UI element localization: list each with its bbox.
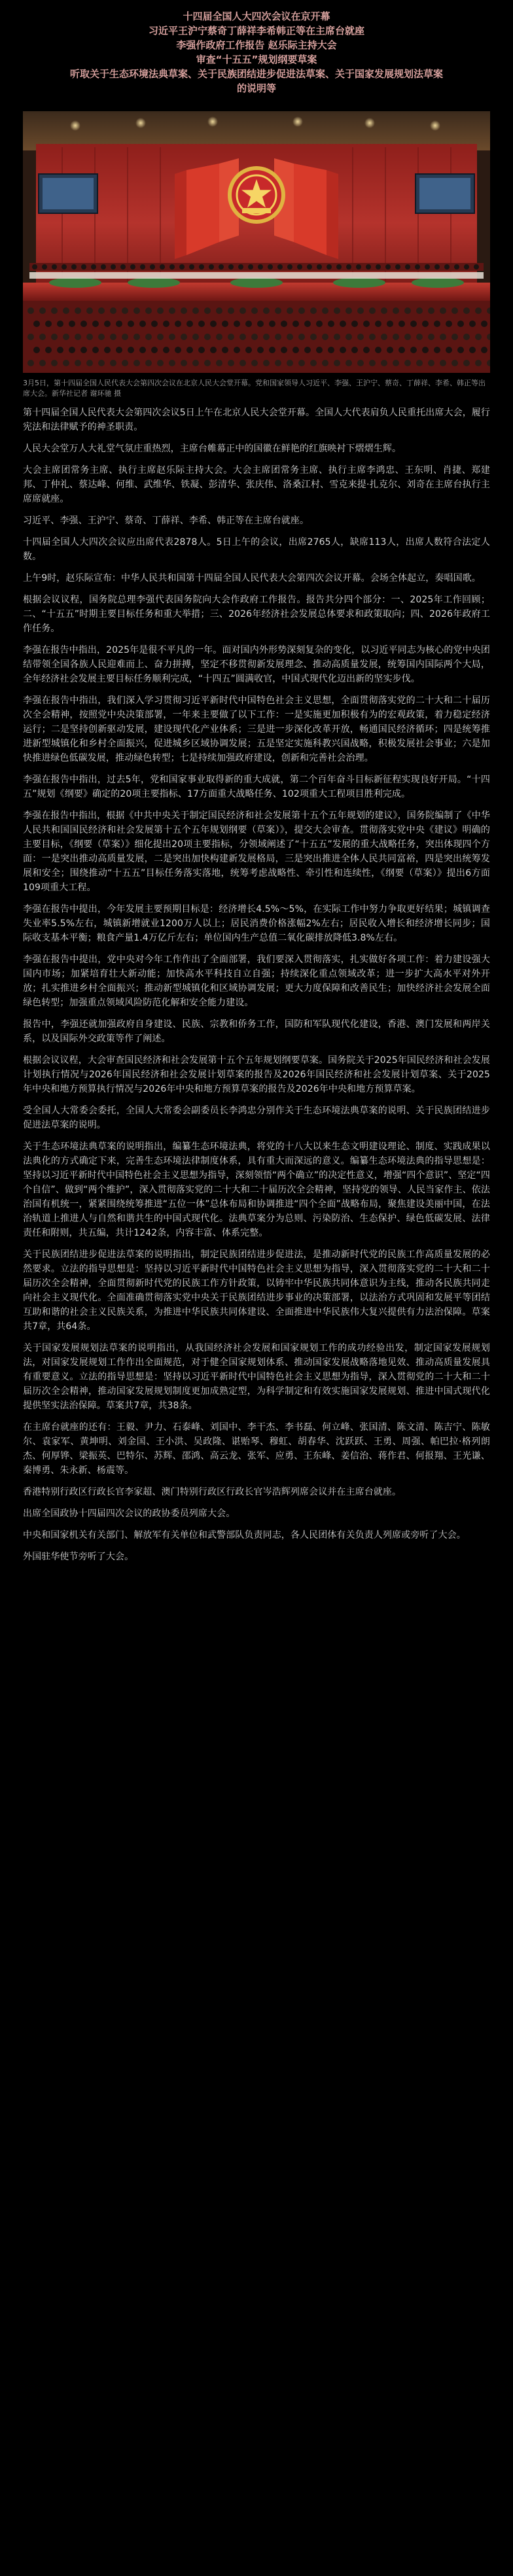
audience-head — [481, 347, 487, 353]
headline-line: 李强作政府工作报告 赵乐际主持大会 — [176, 39, 337, 51]
audience-head — [239, 334, 246, 340]
audience-head — [357, 307, 364, 314]
audience-head — [104, 321, 111, 327]
audience-head — [133, 360, 140, 366]
delegate-head — [395, 264, 400, 270]
audience-head — [139, 321, 146, 327]
audience-head — [192, 307, 199, 314]
audience-head — [316, 321, 323, 327]
audience-head — [410, 321, 417, 327]
delegate-head — [346, 264, 351, 270]
audience-head — [110, 360, 116, 366]
audience-head — [481, 321, 487, 327]
delegate-head — [376, 264, 381, 270]
audience-head — [322, 307, 328, 314]
audience-head — [457, 321, 464, 327]
audience-head — [363, 347, 370, 353]
audience-head — [393, 307, 399, 314]
audience-head — [369, 360, 376, 366]
audience-head — [27, 307, 34, 314]
audience-head — [69, 347, 75, 353]
audience-head — [245, 321, 252, 327]
audience-head — [75, 360, 81, 366]
delegate-head — [356, 264, 361, 270]
article-paragraph: 李强在报告中指出，我们深入学习贯彻习近平新时代中国特色社会主义思想，全面贯彻落实党的二十大和二十届历次全会精神，按照党中央决策部署，一年来主要做了以下工作：一是实施更加积极有为的宏观政策，着力稳定经济运行；二是坚持创新驱动发展，建设现代化产业体系；三是进一步深化改革开放，畅通国民经济循环；四是统筹推进新型城镇化和乡村全面振兴，促进城乡区域协调发展；五是坚定实施科教兴国战略，积极发展社会事业；六是加快推进绿色低碳发展，推动绿色转型；七是持续加强政府建设，创新和完善社会治理。 — [23, 695, 490, 763]
headline-block — [0, 0, 513, 102]
audience-head — [298, 307, 305, 314]
audience-head — [157, 307, 164, 314]
audience-head — [434, 347, 440, 353]
audience-head — [169, 360, 175, 366]
audience-head — [263, 360, 270, 366]
audience-head — [210, 321, 217, 327]
article-paragraph: 受全国人大常委会委托，全国人大常委会副委员长李鸿忠分别作关于生态环境法典草案的说明、关于民族团结进步促进法草案的说明。 — [23, 1105, 490, 1130]
congress-hall-photo — [23, 111, 490, 373]
article-paragraph: 李强在报告中提出，今年发展主要预期目标是：经济增长4.5%～5%，在实际工作中努力争取更好结果；城镇调查失业率5.5%左右，城镇新增就业1200万人以上；居民消费价格涨幅2%左右；居民收入增长和经济增长同步；国际收支基本平衡；粮食产量1.4万亿斤左右；单位国内生产总值二氧化碳排放降低3.8%左右。 — [23, 904, 490, 943]
audience-head — [98, 307, 105, 314]
audience-head — [281, 321, 287, 327]
audience-head — [128, 321, 134, 327]
audience-head — [298, 334, 305, 340]
delegate-head — [150, 264, 155, 270]
audience-head — [334, 334, 340, 340]
delegate-head — [130, 264, 135, 270]
article-paragraph: 关于民族团结进步促进法草案的说明指出，制定民族团结进步促进法，是推动新时代党的民族工作高质量发展的必然要求。立法的指导思想是：坚持以习近平新时代中国特色社会主义思想为指导，深入贯彻落实党的二十大和二十届历次全会精神，全面贯彻新时代党的民族工作方针政策，以铸牢中华民族共同体意识为主线，推动各民族共同走向社会主义现代化。全面准确贯彻落实党中央关于民族团结进步事业的决策部署，以法治方式巩固和发展平等团结互助和谐的社会主义民族关系，为推进中华民族共同体建设、全面推进中华民族伟大复兴提供有力法治保障。草案共7章，共64条。 — [23, 1249, 490, 1332]
article-paragraph: 关于生态环境法典草案的说明指出，编纂生态环境法典，将党的十八大以来生态文明建设理论、制度、实践成果以法典化的方式确定下来，完善生态环境法律制度体系，具有重大而深远的意义。编纂生态环境法典的指导思想是：坚持以习近平新时代中国特色社会主义思想为指导，深刻领悟“两个确立”的决定性意义，增强“四个意识”、坚定“四个自信”、做到“两个维护”，深入贯彻落实党的二十大和二十届历次全会精神，坚持党的领导、人民当家作主、依法治国有机统一，紧紧围绕统筹推进“五位一体”总体布局和协调推进“四个全面”战略布局，聚焦建设美丽中国，在法治轨道上推进人与自然和谐共生的中国式现代化。法典草案分为总则、污染防治、生态保护、绿色低碳发展、法律责任和附则，共五编，共计1242条，内容丰富、体系完整。 — [23, 1141, 490, 1238]
audience-head — [428, 307, 434, 314]
emblem-icon — [228, 166, 285, 224]
delegate-head — [277, 264, 283, 270]
audience-head — [375, 321, 381, 327]
audience-head — [239, 307, 246, 314]
delegate-head — [199, 264, 204, 270]
audience-head — [186, 347, 193, 353]
article-paragraph: 出席全国政协十四届四次会议的政协委员列席大会。 — [23, 1508, 236, 1519]
headline-line: 听取关于生态环境法典草案、关于民族团结进步促进法草案、关于国家发展规划法草案 — [69, 68, 443, 80]
audience-head — [393, 360, 399, 366]
article-paragraph: 第十四届全国人民代表大会第四次会议5日上午在北京人民大会堂开幕。全国人大代表肩负人民重托出席大会，履行宪法和法律赋予的神圣职责。 — [23, 408, 491, 432]
audience-head — [51, 307, 58, 314]
audience-head — [163, 347, 169, 353]
audience-head — [469, 347, 476, 353]
article-paragraph: 关于国家发展规划法草案的说明指出，从我国经济社会发展和国家规划工作的成功经验出发，制定国家发展规划法，对国家发展规划工作作出全面规范，对于健全国家规划体系、推动国家发展战略落地见效、推动高质量发展具有重要意义。立法的指导思想是：坚持以习近平新时代中国特色社会主义思想为指导，深入贯彻党的二十大和二十届历次全会精神，推动国家发展规划制度更加成熟定型，为科学制定和有效实施国家发展规划、推进中国式现代化提供坚实法治保障。草案共7章，共38条。 — [23, 1343, 490, 1411]
audience-head — [275, 334, 281, 340]
audience-head — [122, 334, 128, 340]
audience-head — [428, 334, 434, 340]
delegate-head — [238, 264, 243, 270]
article-paragraph: 中央和国家机关有关部门、解放军有关单位和武警部队负责同志，各人民团体有关负责人列席或旁听了大会。 — [23, 1530, 466, 1540]
audience-head — [45, 347, 52, 353]
delegate-head — [434, 264, 440, 270]
audience-head — [175, 347, 181, 353]
delegate-head — [101, 264, 106, 270]
audience-head — [398, 321, 405, 327]
article-paragraph: 李强在报告中提出，党中央对今年工作作出了全面部署，我们要深入贯彻落实，扎实做好各项工作：着力建设强大国内市场；加紧培育壮大新动能；加快高水平科技自立自强；持续深化重点领域改革；进一步扩大高水平对外开放；扎实推进乡村全面振兴；推动新型城镇化和区域协调发展；更大力度保障和改善民生；加快经济社会发展全面绿色转型；加强重点领域风险防范化解和安全能力建设。 — [23, 954, 490, 1008]
delegate-head — [444, 264, 450, 270]
audience-head — [204, 334, 211, 340]
audience-head — [63, 307, 69, 314]
audience-head — [181, 334, 187, 340]
delegate-head — [62, 264, 67, 270]
delegate-head — [42, 264, 47, 270]
audience-head — [257, 321, 264, 327]
audience-head — [292, 347, 299, 353]
audience-head — [451, 307, 458, 314]
audience-head — [216, 307, 222, 314]
audience-head — [163, 321, 169, 327]
delegate-head — [209, 264, 214, 270]
audience-head — [186, 321, 193, 327]
audience-head — [410, 347, 417, 353]
audience-head — [398, 347, 405, 353]
audience-head — [310, 360, 317, 366]
audience-head — [275, 307, 281, 314]
audience-head — [416, 360, 423, 366]
delegate-head — [317, 264, 322, 270]
delegate-head — [425, 264, 430, 270]
audience-head — [39, 334, 46, 340]
audience-head — [387, 347, 393, 353]
delegate-head — [258, 264, 263, 270]
article-paragraph: 香港特别行政区行政长官李家超、澳门特别行政区行政长官岑浩辉列席会议并在主席台就座。 — [23, 1487, 402, 1497]
delegate-head — [91, 264, 96, 270]
audience-head — [404, 360, 411, 366]
audience-head — [304, 347, 311, 353]
headline-line: 习近平王沪宁蔡奇丁薛祥李希韩正等在主席台就座 — [148, 25, 364, 37]
audience-head — [86, 334, 93, 340]
audience-head — [298, 360, 305, 366]
audience-head — [133, 307, 140, 314]
audience-head — [251, 334, 258, 340]
audience-head — [463, 334, 470, 340]
audience-head — [322, 334, 328, 340]
audience-head — [75, 307, 81, 314]
audience-head — [228, 334, 234, 340]
photo-caption: 3月5日，第十四届全国人民代表大会第四次会议在北京人民大会堂开幕。党和国家领导人习近平、李强、王沪宁、蔡奇、丁薛祥、李希、韩正等出席大会。新华社记者 谢环驰 摄 — [23, 379, 486, 398]
delegate-head — [169, 264, 175, 270]
audience-head — [357, 334, 364, 340]
audience-head — [116, 321, 122, 327]
audience-head — [334, 307, 340, 314]
audience-head — [375, 347, 381, 353]
audience-head — [92, 347, 99, 353]
audience-head — [122, 307, 128, 314]
audience-head — [98, 334, 105, 340]
audience-head — [310, 334, 317, 340]
audience-head — [287, 334, 293, 340]
audience-head — [446, 347, 452, 353]
article-body — [23, 406, 490, 1564]
audience-head — [381, 307, 387, 314]
delegate-head — [454, 264, 459, 270]
audience-head — [216, 334, 222, 340]
delegate-head — [81, 264, 86, 270]
audience-head — [475, 360, 482, 366]
audience-head — [157, 360, 164, 366]
article-paragraph: 十四届全国人大四次会议应出席代表2878人。5日上午的会议，出席2765人，缺席113人，出席人数符合法定人数。 — [23, 537, 490, 562]
audience-head — [281, 347, 287, 353]
audience-head — [234, 347, 240, 353]
audience-head — [251, 360, 258, 366]
audience-head — [145, 307, 152, 314]
audience-head — [151, 321, 158, 327]
audience-head — [351, 321, 358, 327]
audience-head — [27, 360, 34, 366]
audience-head — [104, 347, 111, 353]
audience-head — [181, 307, 187, 314]
audience-head — [228, 360, 234, 366]
article-paragraph: 根据会议议程，国务院总理李强代表国务院向大会作政府工作报告。报告共分四个部分：一、2025年工作回顾；二、“十五五”时期主要目标任务和重大举措；三、2026年经济社会发展总体要求和政策取向；四、2026年政府工作任务。 — [23, 595, 490, 634]
audience-head — [57, 321, 63, 327]
audience-head — [139, 347, 146, 353]
audience-head — [69, 321, 75, 327]
screen-right — [416, 174, 474, 213]
audience-head — [198, 347, 205, 353]
audience-head — [181, 360, 187, 366]
delegate-head — [160, 264, 165, 270]
article-paragraph: 根据会议议程，大会审查国民经济和社会发展第十五个五年规划纲要草案。国务院关于2025年国民经济和社会发展计划执行情况与2026年国民经济和社会发展计划草案的报告及2026年国民经济和社会发展计划草案、关于2025年中央和地方预算执行情况与2026年中央和地方预算草案的报告及2026年中央和地方预算草案。 — [23, 1055, 490, 1094]
audience-head — [422, 347, 429, 353]
article-paragraph: 上午9时，赵乐际宣布：中华人民共和国第十四届全国人民代表大会第四次会议开幕。会场全体起立，奏唱国歌。 — [23, 573, 481, 583]
delegate-head — [111, 264, 116, 270]
delegate-head — [52, 264, 57, 270]
audience-head — [463, 360, 470, 366]
audience-head — [222, 347, 228, 353]
audience-head — [369, 307, 376, 314]
audience-head — [422, 321, 429, 327]
audience-head — [145, 360, 152, 366]
audience-head — [228, 307, 234, 314]
delegate-head — [385, 264, 391, 270]
audience-head — [57, 347, 63, 353]
audience-head — [63, 360, 69, 366]
delegate-head — [219, 264, 224, 270]
article-paragraph: 人民大会堂万人大礼堂气氛庄重热烈，主席台帷幕正中的国徽在鲜艳的红旗映衬下熠熠生辉。 — [23, 444, 402, 454]
audience-head — [51, 334, 58, 340]
headline-line: 十四届全国人大四次会议在京开幕 — [183, 10, 330, 22]
delegate-head — [307, 264, 312, 270]
audience-head — [457, 347, 464, 353]
audience-head — [334, 360, 340, 366]
article-paragraph: 习近平、李强、王沪宁、蔡奇、丁薛祥、李希、韩正等在主席台就座。 — [23, 515, 310, 526]
audience-head — [210, 347, 217, 353]
audience-head — [263, 307, 270, 314]
audience-head — [86, 360, 93, 366]
audience-head — [33, 321, 40, 327]
audience-head — [51, 360, 58, 366]
audience-head — [92, 321, 99, 327]
audience-head — [416, 334, 423, 340]
delegate-head — [297, 264, 302, 270]
audience-head — [351, 347, 358, 353]
audience-head — [269, 321, 275, 327]
headline-line: 审查“十五五”规划纲要草案 — [196, 54, 317, 65]
delegate-head — [189, 264, 194, 270]
audience-head — [169, 307, 175, 314]
audience-head — [39, 360, 46, 366]
audience-head — [340, 347, 346, 353]
audience-head — [204, 307, 211, 314]
audience-head — [128, 347, 134, 353]
audience-head — [110, 307, 116, 314]
delegate-head — [248, 264, 253, 270]
audience-head — [192, 334, 199, 340]
audience-head — [328, 321, 334, 327]
audience-head — [469, 321, 476, 327]
audience-head — [363, 321, 370, 327]
audience-head — [263, 334, 270, 340]
audience-head — [404, 334, 411, 340]
delegate-head — [327, 264, 332, 270]
audience-head — [122, 360, 128, 366]
audience-head — [434, 321, 440, 327]
delegate-head — [179, 264, 185, 270]
audience-head — [27, 334, 34, 340]
audience-head — [310, 307, 317, 314]
audience-head — [340, 321, 346, 327]
audience-head — [33, 347, 40, 353]
delegate-head — [120, 264, 126, 270]
audience-head — [80, 347, 87, 353]
audience-head — [151, 347, 158, 353]
audience-head — [345, 334, 352, 340]
audience-head — [133, 334, 140, 340]
audience-head — [80, 321, 87, 327]
article-paragraph: 外国驻华使节旁听了大会。 — [23, 1552, 134, 1562]
delegate-head — [464, 264, 469, 270]
audience-head — [328, 347, 334, 353]
audience-head — [169, 334, 175, 340]
audience-head — [316, 347, 323, 353]
audience-head — [404, 307, 411, 314]
audience-head — [157, 334, 164, 340]
audience-head — [275, 360, 281, 366]
audience-head — [116, 347, 122, 353]
audience-head — [369, 334, 376, 340]
article-paragraph: 报告中，李强还就加强政府自身建设、民族、宗教和侨务工作，国防和军队现代化建设，香港、澳门发展和两岸关系，以及国际外交政策等作了阐述。 — [23, 1019, 490, 1044]
audience-head — [222, 321, 228, 327]
audience-head — [440, 360, 446, 366]
audience-head — [446, 321, 452, 327]
audience-head — [75, 334, 81, 340]
hall-illustration — [23, 111, 490, 373]
audience-head — [345, 360, 352, 366]
audience-head — [322, 360, 328, 366]
audience-head — [110, 334, 116, 340]
audience-head — [269, 347, 275, 353]
audience-head — [304, 321, 311, 327]
delegate-head — [287, 264, 292, 270]
audience-head — [393, 334, 399, 340]
audience-head — [145, 334, 152, 340]
article-paragraph: 李强在报告中指出，过去5年，党和国家事业取得新的重大成就，第二个百年奋斗目标新征程实现良好开局。“十四五”规划《纲要》确定的20项主要指标、17方面重大战略任务、102项重大工程项目胜利完成。 — [23, 775, 490, 799]
audience-head — [257, 347, 264, 353]
delegate-head — [32, 264, 37, 270]
audience-head — [387, 321, 393, 327]
audience-head — [475, 307, 482, 314]
article-paragraph: 大会主席团常务主席、执行主席赵乐际主持大会。大会主席团常务主席、执行主席李鸿忠、王东明、肖捷、郑建邦、丁仲礼、蔡达峰、何维、武维华、铁凝、彭清华、张庆伟、洛桑江村、雪克来提·扎克尔、刘奇在主席台执行主席席就座。 — [23, 465, 490, 504]
audience-head — [381, 360, 387, 366]
delegate-head — [405, 264, 410, 270]
delegate-head — [268, 264, 273, 270]
audience-head — [63, 334, 69, 340]
audience-head — [245, 347, 252, 353]
delegate-head — [415, 264, 420, 270]
audience-head — [475, 334, 482, 340]
article-paragraph: 在主席台就座的还有：王毅、尹力、石泰峰、刘国中、李干杰、李书磊、何立峰、张国清、陈文清、陈吉宁、陈敏尔、袁家军、黄坤明、刘金国、王小洪、吴政隆、谌贻琴、穆虹、胡春华、沈跃跃、王勇、周强、帕巴拉·格列朗杰、何厚铧、梁振英、巴特尔、苏辉、邵鸿、高云龙、张军、应勇、王东峰、姜信治、蒋作君、何报翔、王光谦、秦博勇、朱永新、杨震等。 — [23, 1422, 490, 1476]
audience-head — [204, 360, 211, 366]
audience-head — [192, 360, 199, 366]
delegate-head — [366, 264, 371, 270]
audience-head — [239, 360, 246, 366]
delegate-head — [71, 264, 77, 270]
audience-head — [451, 334, 458, 340]
audience-head — [381, 334, 387, 340]
screen-left — [39, 174, 97, 213]
delegate-head — [474, 264, 479, 270]
audience-head — [234, 321, 240, 327]
audience-head — [357, 360, 364, 366]
audience-head — [345, 307, 352, 314]
audience-head — [287, 360, 293, 366]
audience-head — [292, 321, 299, 327]
delegate-head — [228, 264, 234, 270]
delegate-head — [336, 264, 342, 270]
audience-head — [216, 360, 222, 366]
audience-head — [451, 360, 458, 366]
audience-head — [440, 307, 446, 314]
delegate-head — [140, 264, 145, 270]
audience-head — [198, 321, 205, 327]
audience-head — [86, 307, 93, 314]
audience-head — [440, 334, 446, 340]
audience-head — [428, 360, 434, 366]
audience-head — [287, 307, 293, 314]
audience-head — [416, 307, 423, 314]
audience-head — [463, 307, 470, 314]
audience-head — [175, 321, 181, 327]
audience-head — [98, 360, 105, 366]
audience-head — [251, 307, 258, 314]
article-paragraph: 李强在报告中指出，2025年是很不平凡的一年。面对国内外形势深刻复杂的变化，以习近平同志为核心的党中央团结带领全国各族人民迎难而上、奋力拼搏，坚定不移贯彻新发展理念、推动高质量发展，统筹国内国际两个大局，全年经济社会发展主要目标任务顺利完成，“十四五”圆满收官，中国式现代化迈出新的坚实步伐。 — [23, 645, 490, 684]
headline-line: 的说明等 — [236, 82, 276, 94]
audience-head — [39, 307, 46, 314]
article-paragraph: 李强在报告中指出，根据《中共中央关于制定国民经济和社会发展第十五个五年规划的建议》，国务院编制了《中华人民共和国国民经济和社会发展第十五个五年规划纲要（草案）》，提交大会审查。贯彻落实党中央《建议》明确的主要目标，《纲要（草案）》细化提出20项主要指标，分领域阐述了“十五五”发展的重大战略任务，突出体现四个方面：一是突出推动高质量发展，二是突出加快构建新发展格局，三是突出推进全体人民共同富裕，四是突出统筹发展和安全；围绕推动“十五五”目标任务落实落地，统筹考虑战略性、牵引性和连续性，《纲要（草案）》提出6方面109项重大工程。 — [23, 810, 490, 893]
audience-head — [45, 321, 52, 327]
